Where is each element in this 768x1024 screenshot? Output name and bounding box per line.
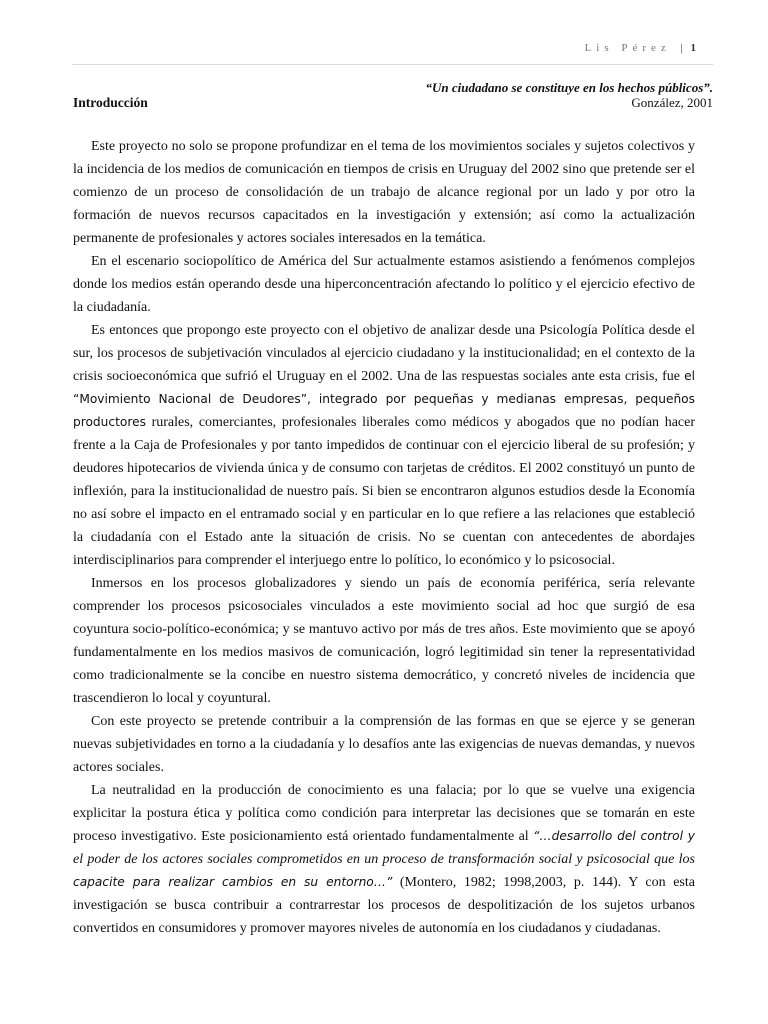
paragraph-2: En el escenario sociopolítico de América del Sur actualmente estamos asistiendo a fenómenos complejos donde los medios están operando desde una hiperconcentración afectando lo político y el ejercicio efectivo de la ciudadanía.	[73, 254, 695, 315]
epigraph-source: González, 2001	[631, 95, 713, 110]
paragraph-4: Inmersos en los procesos globalizadores y siendo un país de economía periférica, sería relevante comprender los procesos psicosociales vinculados a este movimiento social ad hoc que surgió de esa coyuntura socio-político-económica; y se mantuvo activo por más de tres años. Este movimiento que se apoyó fundamentalmente en los medios masivos de comunicación, logró legitimidad sin tener la representatividad como tradicionalmente se la concibe en nuestro sistema democrático, y concretó niveles de incidencia que trascendieron lo local y coyuntural.	[73, 576, 695, 706]
paragraph-1: Este proyecto no solo se propone profundizar en el tema de los movimientos sociales y sujetos colectivos y la incidencia de los medios de comunicación en tiempos de crisis en Uruguay del 2002 sino que pretende ser el comienzo de un proceso de consolidación de un trabajo de alcance regional por un lado y por otro la formación de nuevos recursos capacitados en la investigación y extensión; así como la actualización permanente de profesionales y actores sociales interesados en la temática.	[73, 139, 695, 246]
paragraph-6-quote-start: “…desarrollo del control y	[533, 829, 696, 843]
paragraph-5: Con este proyecto se pretende contribuir a la comprensión de las formas en que se ejerce y se generan nuevas subjetividades en torno a la ciudadanía y lo desafíos ante las exigencias de nuevas demandas, y nuevos actores sociales.	[73, 714, 695, 775]
epigraph-quote: “Un ciudadano se constituye en los hechos públicos”.	[425, 80, 713, 95]
paragraph-3-part-a: Es entonces que propongo este proyecto con el objetivo de analizar desde una Psicología Política desde el sur, los procesos de subjetivación vinculados al ejercicio ciudadano y la institucionalidad; en el contexto de la crisis socioeconómica que sufrió el Uruguay en el 2002. Una de las respuestas sociales ante esta crisis, fue	[73, 323, 695, 384]
page-number: 1	[690, 42, 696, 54]
header-separator: |	[680, 42, 683, 54]
paragraph-6-quote-end: capacite para realizar cambios en su entorno…”	[73, 875, 393, 889]
paragraph-3-part-c: rurales, comerciantes, profesionales liberales como médicos y abogados que no podían hacer frente a la Caja de Profesionales y por tanto impedidos de continuar con el ejercicio liberal de su profesión; y deudores hipotecarios de vivienda única y de consumo con tarjetas de créditos. El 2002 constituyó un punto de inflexión, para la institucionalidad de nuestro país. Si bien se encontraron algunos estudios desde la Economía no así sobre el impacto en el entramado social y en particular en lo que refiere a las relaciones que estableció la ciudadanía con el Estado ante la situación de crisis. No se cuentan con antecedentes de abordajes interdisciplinarios para comprender el interjuego entre lo político, lo económico y lo psicosocial.	[73, 415, 695, 568]
paragraph-3	[73, 319, 695, 572]
body-text	[73, 135, 695, 940]
paragraph-6-part-a: La neutralidad en la producción de conocimiento es una falacia; por lo que se vuelve una exigencia explicitar la postura ética y política como condición para interpretar las decisiones que se tomarán en este proceso investigativo. Este posicionamiento está orientado fundamentalmente al	[73, 783, 695, 844]
section-title: Introducción	[73, 95, 148, 110]
paragraph-6-quote-middle: el poder de los actores sociales comprometidos en un proceso de transformación social y psicosocial que los	[73, 852, 695, 867]
paragraph-3-movement-name: el “Movimiento Nacional de Deudores”, integrado por pequeñas y medianas empresas, pequeños productores	[73, 369, 695, 429]
epigraph	[426, 80, 713, 110]
running-header	[585, 42, 696, 54]
header-author: Lis Pérez	[584, 42, 671, 54]
paragraph-6	[73, 779, 695, 940]
header-rule	[72, 64, 713, 65]
paragraph-6-part-e: (Montero, 1982; 1998,2003, p. 144). Y con esta investigación se busca contribuir a contrarrestar los procesos de despolitización de los sujetos urbanos convertidos en consumidores y promover mayores niveles de autonomía en los ciudadanos y ciudadanas.	[73, 875, 695, 936]
